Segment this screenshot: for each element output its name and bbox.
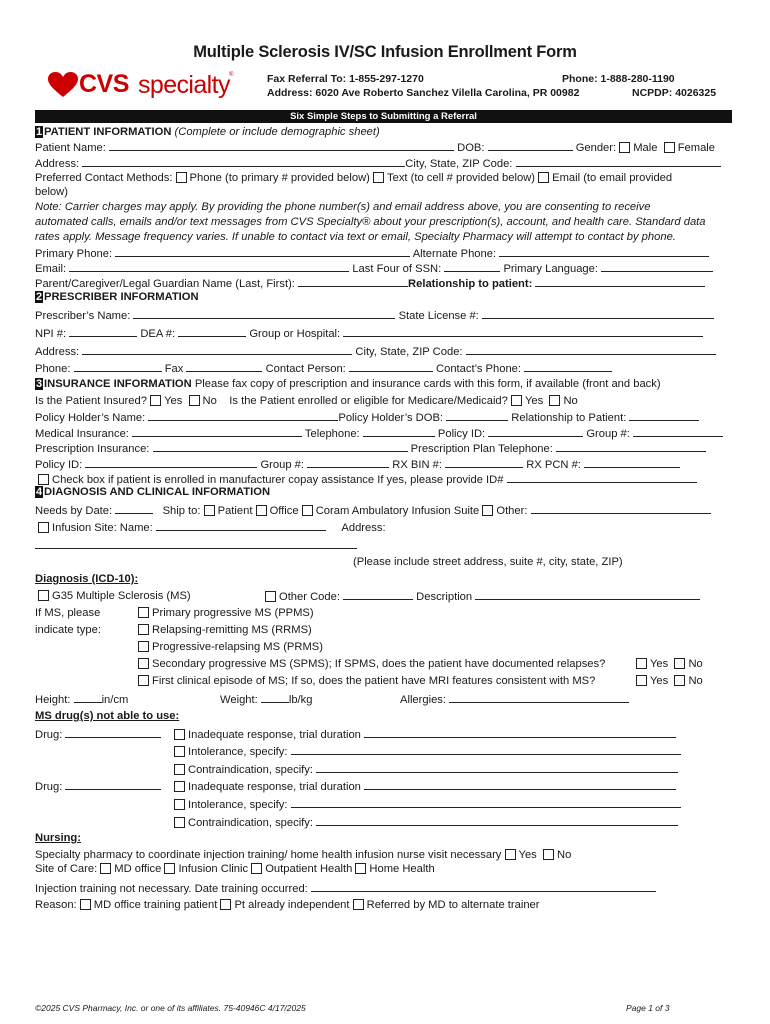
female-checkbox[interactable] — [664, 142, 675, 153]
drug-1-contra-row — [174, 762, 678, 777]
first-episode-yes-no — [636, 674, 703, 688]
patient-name-label: Patient Name: — [35, 142, 106, 154]
if-ms-label: If MS, please — [35, 607, 101, 619]
pref-email-label: Email (to email provided — [552, 172, 673, 184]
copay-label: Check box if patient is enrolled in manufacturer copay assistance If yes, please provide ID# — [52, 474, 504, 486]
nursing-yes-label: Yes — [518, 849, 537, 861]
policy-holder-dob-field[interactable] — [446, 410, 508, 421]
ship-to-label: Ship to: — [162, 505, 201, 517]
patient-name-field[interactable] — [109, 140, 454, 151]
preferred-contact-row — [35, 171, 672, 185]
drug-1-contra-field[interactable] — [316, 762, 678, 773]
pref-phone-label: Phone (to primary # provided below) — [189, 172, 370, 184]
nursing-heading: Nursing: — [35, 832, 81, 844]
medical-insurance-label: Medical Insurance: — [35, 428, 129, 440]
steps-banner: Six Simple Steps to Submitting a Referral — [35, 110, 732, 123]
prescriber-address-label: Address: — [35, 346, 80, 358]
ship-other-label: Other: — [496, 505, 528, 517]
site-of-care-row — [35, 862, 435, 876]
primary-phone-field[interactable] — [115, 246, 410, 257]
consent-note-2: automated calls, emails and/or text messages from CVS Specialty® about your prescription(s), account, and health care. Standard data — [35, 216, 706, 228]
drug-2-contra-row — [174, 815, 678, 830]
drug-2-intolerance-label: Intolerance, specify: — [188, 799, 288, 811]
group-hospital-field[interactable] — [343, 326, 703, 337]
male-checkbox[interactable] — [619, 142, 630, 153]
allergies-group — [400, 692, 629, 707]
allergies-label: Allergies: — [400, 694, 447, 706]
rx-pcn-label: RX PCN #: — [526, 459, 581, 471]
height-field[interactable] — [74, 692, 102, 703]
ship-office-checkbox[interactable] — [256, 505, 267, 516]
site-outpatient-label: Outpatient Health — [265, 863, 353, 875]
insured-row — [35, 394, 578, 408]
allergies-field[interactable] — [449, 692, 629, 703]
infusion-site-label: Infusion Site: Name: — [52, 522, 153, 534]
rx-insurance-row — [35, 441, 706, 456]
needs-by-row — [35, 503, 711, 518]
contact-phone-label: Contact’s Phone: — [436, 363, 522, 375]
dob-field[interactable] — [488, 140, 573, 151]
ssn-field[interactable] — [444, 261, 500, 272]
ship-office-label: Office — [269, 505, 299, 517]
site-outpatient-checkbox[interactable] — [251, 863, 262, 874]
height-label: Height: — [35, 694, 71, 706]
address-hint: (Please include street address, suite #, city, state, ZIP) — [353, 556, 623, 568]
female-label: Female — [677, 142, 716, 154]
rrms-row — [138, 623, 312, 637]
drug-1-inadequate-row — [174, 727, 676, 742]
rx-policy-id-label: Policy ID: — [35, 459, 83, 471]
ncpdp-value: 4026325 — [675, 87, 717, 99]
reason-referred-checkbox[interactable] — [353, 899, 364, 910]
ship-coram-checkbox[interactable] — [302, 505, 313, 516]
reason-label: Reason: — [35, 899, 77, 911]
prms-label: Progressive-relapsing MS (PRMS) — [152, 641, 323, 653]
drug-2-inadequate-row — [174, 779, 676, 794]
infusion-site-address-field[interactable] — [35, 538, 357, 549]
fax-referral: Fax Referral To: 1-855-297-1270 — [267, 73, 424, 85]
relationship-label: Relationship to patient: — [408, 278, 533, 290]
drug-1-label: Drug: — [35, 729, 63, 741]
relationship-to-patient-label: Relationship to Patient: — [511, 412, 627, 424]
pref-email-checkbox[interactable] — [538, 172, 549, 183]
medicare-eligible-label: Is the Patient enrolled or eligible for Medicare/Medicaid? — [229, 395, 508, 407]
address-label: Address: — [35, 158, 80, 170]
address-row — [35, 156, 721, 171]
email-field[interactable] — [69, 261, 349, 272]
spms-row — [138, 657, 605, 671]
phone-row — [35, 246, 709, 261]
pref-email-label-cont: below) — [35, 186, 68, 198]
drug-2-field[interactable] — [65, 779, 161, 790]
footer-page-number: Page 1 of 3 — [626, 1003, 670, 1013]
city-state-zip-field[interactable] — [516, 156, 721, 167]
rx-group-field[interactable] — [307, 457, 389, 468]
patient-name-row — [35, 140, 715, 155]
g35-checkbox[interactable] — [38, 590, 49, 601]
policy-holder-name-label: Policy Holder’s Name: — [35, 412, 146, 424]
policy-holder-name-field[interactable] — [148, 410, 338, 421]
height-group — [35, 692, 128, 707]
site-infusion-clinic-checkbox[interactable] — [164, 863, 175, 874]
section-number: 4 — [35, 486, 43, 498]
drug-2-contra-checkbox[interactable] — [174, 817, 185, 828]
insurance-telephone-label: Telephone: — [304, 428, 360, 440]
pharmacy-address: Address: 6020 Ave Roberto Sanchez Vilella Carolina, PR 00982 — [267, 87, 580, 99]
npi-label: NPI #: — [35, 328, 67, 340]
consent-note-1: Note: Carrier charges may apply. By providing the phone number(s) and email address above, you are consenting to receive — [35, 201, 651, 213]
address-field[interactable] — [82, 156, 405, 167]
section-title: DIAGNOSIS AND CLINICAL INFORMATION — [44, 486, 271, 498]
rx-plan-phone-label: Prescription Plan Telephone: — [410, 443, 553, 455]
nursing-coordinate-row — [35, 848, 571, 862]
drug-2-intolerance-checkbox[interactable] — [174, 799, 185, 810]
reason-row — [35, 898, 540, 912]
ship-coram-label: Coram Ambulatory Infusion Suite — [315, 505, 480, 517]
rx-bin-label: RX BIN #: — [392, 459, 442, 471]
spms-yes-label: Yes — [650, 658, 669, 670]
first-no-checkbox[interactable] — [674, 675, 685, 686]
site-md-office-label: MD office — [114, 863, 162, 875]
prescriber-row — [35, 308, 714, 323]
training-not-necessary-label: Injection training not necessary. Date training occurred: — [35, 883, 308, 895]
gender-label: Gender: — [575, 142, 617, 154]
site-home-health-label: Home Health — [369, 863, 435, 875]
training-date-field[interactable] — [311, 881, 656, 892]
first-episode-checkbox[interactable] — [138, 675, 149, 686]
nursing-coordinate-label: Specialty pharmacy to coordinate injection training/ home health infusion nurse visit necessary — [35, 849, 502, 861]
other-code-row — [265, 589, 700, 604]
section-1-header — [35, 125, 380, 139]
prms-row — [138, 640, 323, 654]
ship-patient-label: Patient — [217, 505, 253, 517]
other-code-label: Other Code: — [279, 591, 340, 603]
copay-id-field[interactable] — [507, 472, 697, 483]
policy-holder-row — [35, 410, 699, 425]
rx-bin-field[interactable] — [445, 457, 523, 468]
footer-copyright: ©2025 CVS Pharmacy, Inc. or one of its affiliates. 75-40946C 4/17/2025 — [35, 1003, 306, 1013]
infusion-site-checkbox[interactable] — [38, 522, 49, 533]
group-number-label: Group #: — [586, 428, 630, 440]
insured-yes-checkbox[interactable] — [150, 395, 161, 406]
prescriber-name-field[interactable] — [133, 308, 395, 319]
drug-2-row — [35, 779, 161, 794]
drug-2-intolerance-row — [174, 797, 681, 812]
drug-2-intolerance-field[interactable] — [291, 797, 681, 808]
reason-independent-checkbox[interactable] — [220, 899, 231, 910]
rrms-label: Relapsing-remitting MS (RRMS) — [152, 624, 312, 636]
description-label: Description — [416, 591, 473, 603]
pref-text-label: Text (to cell # provided below) — [387, 172, 535, 184]
guardian-field[interactable] — [298, 276, 408, 287]
guardian-label: Parent/Caregiver/Legal Guardian Name (Last, First): — [35, 278, 295, 290]
insured-yes-label: Yes — [164, 395, 183, 407]
email-label: Email: — [35, 263, 67, 275]
first-episode-row — [138, 674, 595, 688]
drug-1-intolerance-checkbox[interactable] — [174, 746, 185, 757]
ship-patient-checkbox[interactable] — [204, 505, 215, 516]
site-infusion-clinic-label: Infusion Clinic — [178, 863, 249, 875]
insured-no-label: No — [202, 395, 217, 407]
drug-2-contra-field[interactable] — [316, 815, 678, 826]
primary-phone-label: Primary Phone: — [35, 248, 113, 260]
insurance-telephone-field[interactable] — [363, 426, 435, 437]
drug-2-trial-field[interactable] — [364, 779, 676, 790]
section-number: 2 — [35, 291, 43, 303]
ms-drugs-heading: MS drug(s) not able to use: — [35, 710, 180, 722]
reason-independent-label: Pt already independent — [234, 899, 350, 911]
training-date-row — [35, 881, 656, 896]
alternate-phone-field[interactable] — [499, 246, 709, 257]
reason-md-office-checkbox[interactable] — [80, 899, 91, 910]
weight-field[interactable] — [261, 692, 289, 703]
relationship-field[interactable] — [535, 276, 705, 287]
prescriber-fax-field[interactable] — [186, 361, 262, 372]
section-subtitle: Please fax copy of prescription and insurance cards with this form, if available (front and back) — [194, 378, 661, 390]
email-row — [35, 261, 713, 276]
other-code-checkbox[interactable] — [265, 591, 276, 602]
height-unit: in/cm — [101, 694, 129, 706]
prescriber-name-label: Prescriber’s Name: — [35, 310, 131, 322]
section-number: 1 — [35, 126, 43, 138]
alternate-phone-label: Alternate Phone: — [412, 248, 497, 260]
needs-by-field[interactable] — [115, 503, 153, 514]
other-code-field[interactable] — [343, 589, 413, 600]
drug-2-contra-label: Contraindication, specify: — [188, 817, 313, 829]
insured-no-checkbox[interactable] — [189, 395, 200, 406]
heart-icon — [48, 72, 78, 98]
rx-pcn-field[interactable] — [584, 457, 680, 468]
dea-field[interactable] — [178, 326, 246, 337]
site-md-office-checkbox[interactable] — [100, 863, 111, 874]
prescriber-fax-label: Fax — [164, 363, 184, 375]
state-license-label: State License #: — [398, 310, 479, 322]
g35-label: G35 Multiple Sclerosis (MS) — [52, 590, 191, 602]
first-episode-label: First clinical episode of MS; If so, does the patient have MRI features consistent with MS? — [152, 675, 596, 687]
weight-unit: lb/kg — [288, 694, 313, 706]
drug-1-field[interactable] — [65, 727, 161, 738]
medical-insurance-row — [35, 426, 723, 441]
consent-note-3: rates apply. Message frequency varies. If unable to contact via text or email, Specialty Pharmacy will attempt to contact by phone. — [35, 231, 676, 243]
section-title: INSURANCE INFORMATION — [44, 378, 192, 390]
infusion-address-line — [35, 538, 357, 553]
weight-label: Weight: — [220, 694, 258, 706]
ship-other-checkbox[interactable] — [482, 505, 493, 516]
state-license-field[interactable] — [482, 308, 714, 319]
drug-2-inadequate-label: Inadequate response, trial duration — [188, 781, 361, 793]
page-title: Multiple Sclerosis IV/SC Infusion Enrollment Form — [193, 43, 577, 61]
section-3-header — [35, 377, 661, 391]
group-hospital-label: Group or Hospital: — [249, 328, 341, 340]
infusion-site-row — [38, 520, 386, 535]
dea-label: DEA #: — [140, 328, 176, 340]
spms-yes-checkbox[interactable] — [636, 658, 647, 669]
drug-1-inadequate-label: Inadequate response, trial duration — [188, 729, 361, 741]
g35-row — [38, 589, 191, 603]
section-title: PRESCRIBER INFORMATION — [44, 291, 199, 303]
diagnosis-heading: Diagnosis (ICD-10): — [35, 573, 139, 585]
dob-label: DOB: — [457, 142, 485, 154]
language-field[interactable] — [601, 261, 713, 272]
logo-specialty-text: specialty — [138, 71, 230, 99]
npi-field[interactable] — [69, 326, 137, 337]
group-number-field[interactable] — [633, 426, 723, 437]
indicate-type-label: indicate type: — [35, 624, 101, 636]
relationship-to-patient-field[interactable] — [629, 410, 699, 421]
nursing-yes-checkbox[interactable] — [505, 849, 516, 860]
drug-1-inadequate-checkbox[interactable] — [174, 729, 185, 740]
site-home-health-checkbox[interactable] — [355, 863, 366, 874]
infusion-site-address-label: Address: — [341, 522, 386, 534]
spms-no-checkbox[interactable] — [674, 658, 685, 669]
drug-1-trial-field[interactable] — [364, 727, 676, 738]
spms-checkbox[interactable] — [138, 658, 149, 669]
language-label: Primary Language: — [503, 263, 598, 275]
section-number: 3 — [35, 378, 43, 390]
ssn-label: Last Four of SSN: — [352, 263, 442, 275]
medicare-yes-checkbox[interactable] — [511, 395, 522, 406]
contact-phone-field[interactable] — [524, 361, 612, 372]
description-field[interactable] — [475, 589, 700, 600]
section-4-header — [35, 485, 270, 499]
contact-person-label: Contact Person: — [265, 363, 346, 375]
medical-insurance-field[interactable] — [132, 426, 302, 437]
logo-cvs-text: CVS — [79, 70, 129, 98]
prescriber-address-row — [35, 344, 716, 359]
drug-1-intolerance-field[interactable] — [291, 744, 681, 755]
first-yes-label: Yes — [650, 675, 669, 687]
ppms-row — [138, 606, 314, 620]
policy-id-field[interactable] — [488, 426, 583, 437]
spms-label: Secondary progressive MS (SPMS); If SPMS, does the patient have documented relapses? — [152, 658, 606, 670]
guardian-row — [35, 276, 705, 291]
copay-checkbox[interactable] — [38, 474, 49, 485]
male-label: Male — [633, 142, 658, 154]
rx-plan-phone-field[interactable] — [556, 441, 706, 452]
first-no-label: No — [688, 675, 703, 687]
prescriber-phone-row — [35, 361, 612, 376]
drug-1-row — [35, 727, 161, 742]
rx-policy-id-field[interactable] — [85, 457, 257, 468]
drug-1-intolerance-label: Intolerance, specify: — [188, 746, 288, 758]
prescriber-address-field[interactable] — [82, 344, 352, 355]
prescriber-city-label: City, State, ZIP Code: — [355, 346, 463, 358]
ncpdp-label: NCPDP: — [632, 87, 673, 99]
logo-reg-mark: ® — [229, 72, 234, 78]
contact-person-field[interactable] — [349, 361, 433, 372]
policy-id-label: Policy ID: — [437, 428, 486, 440]
medicare-yes-label: Yes — [525, 395, 544, 407]
insured-label: Is the Patient Insured? — [35, 395, 147, 407]
medicare-no-checkbox[interactable] — [549, 395, 560, 406]
preferred-contact-label: Preferred Contact Methods: — [35, 172, 173, 184]
rrms-checkbox[interactable] — [138, 624, 149, 635]
nursing-no-checkbox[interactable] — [543, 849, 554, 860]
reason-md-office-label: MD office training patient — [93, 899, 218, 911]
spms-no-label: No — [688, 658, 703, 670]
drug-1-intolerance-row — [174, 744, 681, 759]
rx-insurance-field[interactable] — [153, 441, 408, 452]
first-yes-checkbox[interactable] — [636, 675, 647, 686]
prescriber-phone-field[interactable] — [74, 361, 162, 372]
prms-checkbox[interactable] — [138, 641, 149, 652]
ncpdp — [632, 86, 716, 100]
prescriber-phone-label: Phone: — [35, 363, 71, 375]
drug-2-label: Drug: — [35, 781, 63, 793]
ppms-label: Primary progressive MS (PPMS) — [152, 607, 314, 619]
medicare-no-label: No — [563, 395, 578, 407]
spms-yes-no — [636, 657, 703, 671]
rx-policy-row — [35, 457, 680, 472]
drug-1-contra-label: Contraindication, specify: — [188, 764, 313, 776]
needs-by-label: Needs by Date: — [35, 505, 113, 517]
npi-row — [35, 326, 703, 341]
city-state-zip-label: City, State, ZIP Code: — [405, 158, 513, 170]
drug-1-contra-checkbox[interactable] — [174, 764, 185, 775]
rx-group-label: Group #: — [260, 459, 305, 471]
site-of-care-label: Site of Care: — [35, 863, 98, 875]
section-title: PATIENT INFORMATION — [44, 126, 172, 138]
infusion-site-name-field[interactable] — [156, 520, 326, 531]
nursing-no-label: No — [556, 849, 572, 861]
section-2-header — [35, 290, 199, 304]
pref-phone-checkbox[interactable] — [176, 172, 187, 183]
reason-referred-label: Referred by MD to alternate trainer — [366, 899, 540, 911]
weight-group — [220, 692, 312, 707]
policy-holder-dob-label: Policy Holder’s DOB: — [338, 412, 444, 424]
drug-2-inadequate-checkbox[interactable] — [174, 781, 185, 792]
phone-number: Phone: 1-888-280-1190 — [562, 73, 675, 85]
ppms-checkbox[interactable] — [138, 607, 149, 618]
pref-text-checkbox[interactable] — [373, 172, 384, 183]
section-subtitle: (Complete or include demographic sheet) — [174, 126, 380, 138]
ship-other-field[interactable] — [531, 503, 711, 514]
rx-insurance-label: Prescription Insurance: — [35, 443, 150, 455]
prescriber-city-field[interactable] — [466, 344, 716, 355]
